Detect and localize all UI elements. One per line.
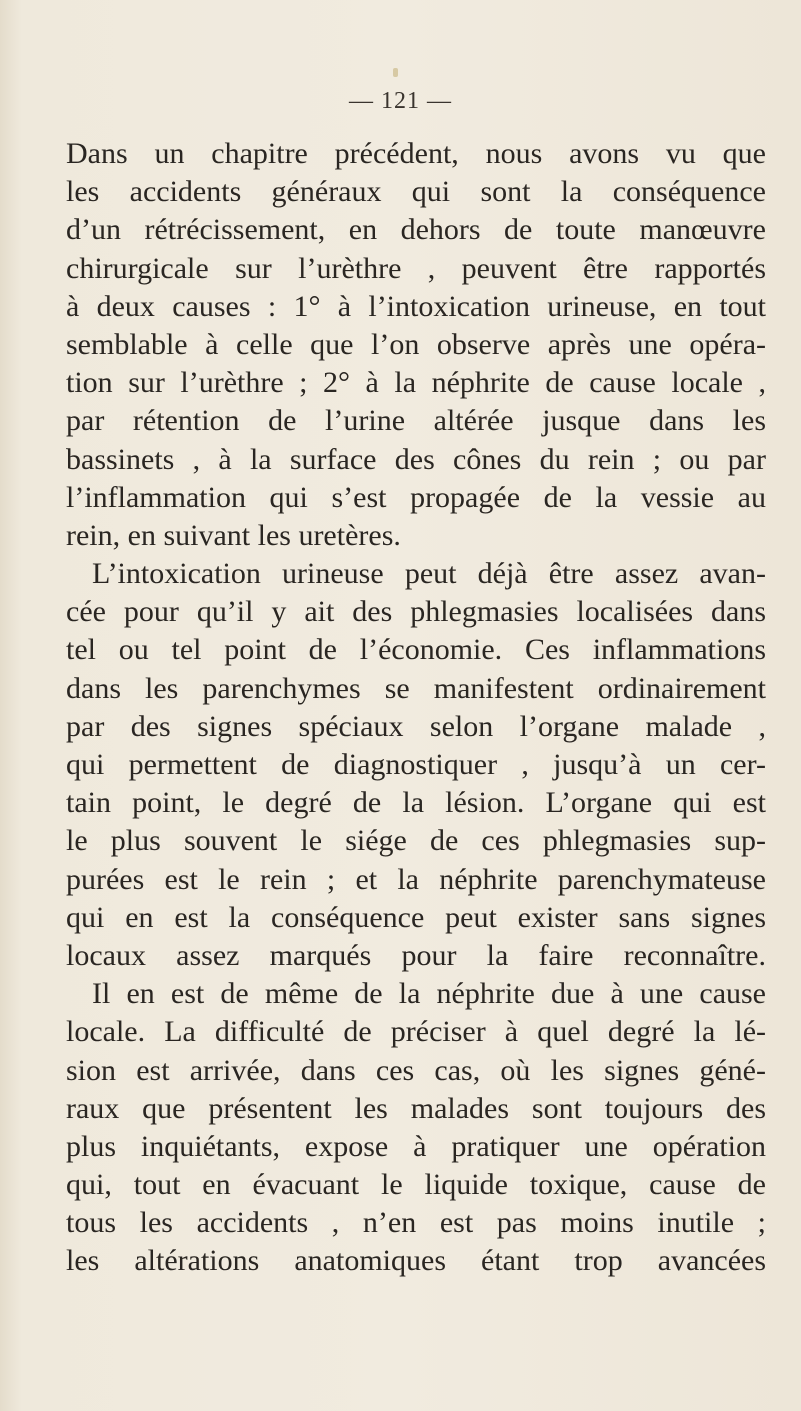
text-line: l’inflammation qui s’est propagée de la vessie au [66, 480, 766, 514]
text-line: Il en est de même de la néphrite due à une cause [92, 977, 766, 1011]
text-line: bassinets , à la surface des cônes du rein ; ou par [66, 442, 766, 476]
text-line: les accidents généraux qui sont la conséquence [66, 175, 766, 209]
text-line: plus inquiétants, expose à pratiquer une opération [66, 1129, 766, 1163]
page-number: — 121 — [349, 88, 452, 114]
text-line: les altérations anatomiques étant trop avancées [66, 1244, 766, 1278]
text-line: tion sur l’urèthre ; 2° à la néphrite de cause locale , [66, 366, 766, 400]
text-line: L’intoxication urineuse peut déjà être assez avan- [92, 557, 766, 591]
paper-speck [393, 68, 398, 77]
text-line: à deux causes : 1° à l’intoxication urineuse, en tout [66, 289, 766, 323]
text-line: tain point, le degré de la lésion. L’organe qui est [66, 786, 766, 820]
text-line: d’un rétrécissement, en dehors de toute manœuvre [66, 213, 766, 247]
text-line: locaux assez marqués pour la faire reconnaître. [66, 938, 766, 972]
text-line: chirurgicale sur l’urèthre , peuvent être rapportés [66, 251, 766, 285]
text-line: raux que présentent les malades sont toujours des [66, 1091, 766, 1125]
text-line: cée pour qu’il y ait des phlegmasies localisées dans [66, 595, 766, 629]
text-line: rein, en suivant les uretères. [66, 518, 401, 552]
text-line: par rétention de l’urine altérée jusque dans les [66, 404, 766, 438]
text-line: qui en est la conséquence peut exister sans signes [66, 900, 766, 934]
text-line: dans les parenchymes se manifestent ordinairement [66, 671, 766, 705]
text-line: le plus souvent le siége de ces phlegmasies sup- [66, 824, 766, 858]
text-line: semblable à celle que l’on observe après une opéra- [66, 327, 766, 361]
body-text [66, 135, 766, 1281]
text-line: tel ou tel point de l’économie. Ces inflammations [66, 633, 766, 667]
text-line: qui, tout en évacuant le liquide toxique, cause de [66, 1168, 766, 1202]
text-line: par des signes spéciaux selon l’organe malade , [66, 709, 766, 743]
text-line: qui permettent de diagnostiquer , jusqu’à un cer- [66, 748, 766, 781]
text-line: sion est arrivée, dans ces cas, où les signes géné- [66, 1053, 766, 1087]
text-line: locale. La difficulté de préciser à quel degré la lé- [66, 1015, 766, 1049]
text-line: Dans un chapitre précédent, nous avons vu que [66, 137, 766, 170]
text-line: purées est le rein ; et la néphrite parenchymateuse [66, 862, 766, 896]
text-line: tous les accidents , n’en est pas moins inutile ; [66, 1206, 766, 1240]
